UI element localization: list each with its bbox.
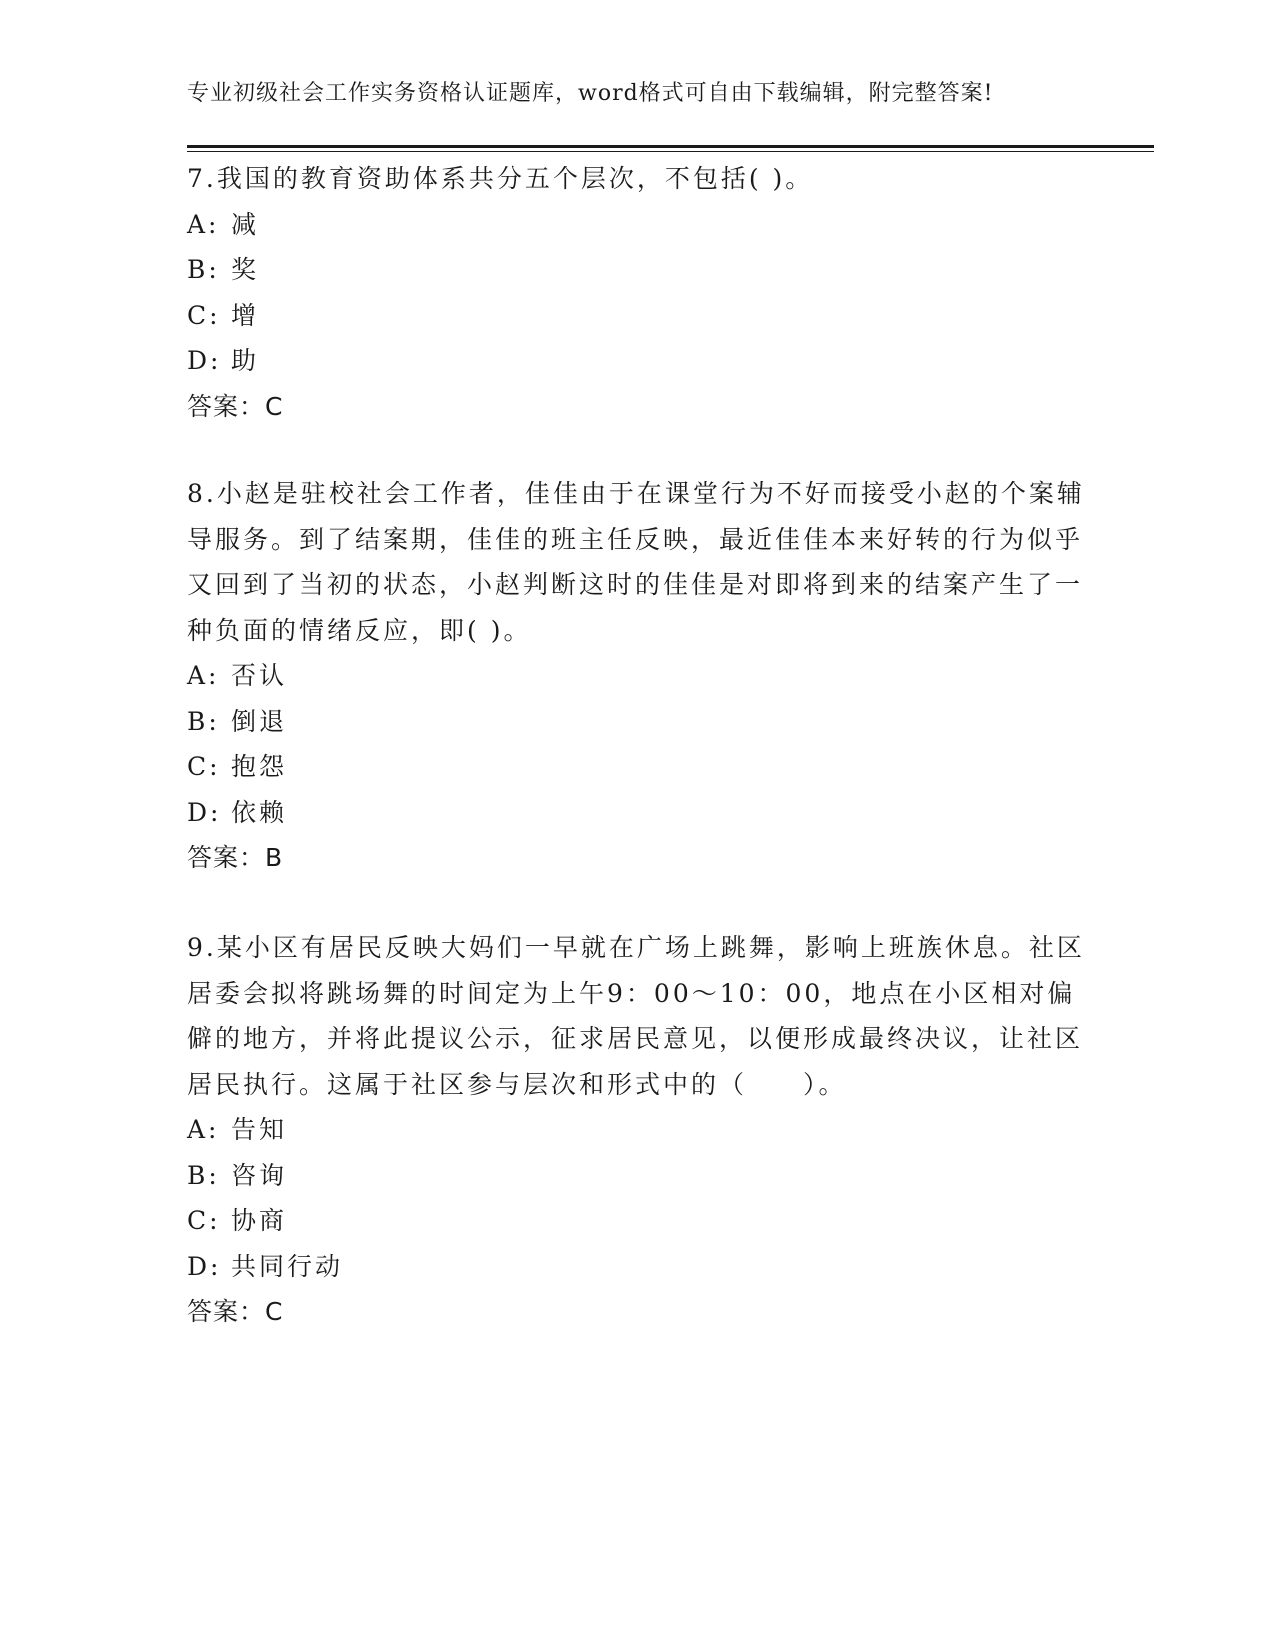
option-text: 咨询: [231, 1160, 288, 1190]
option-letter: C:: [187, 300, 221, 330]
option-c: [187, 1198, 1087, 1244]
option-letter: D:: [187, 797, 222, 827]
header-rule-thin: [187, 151, 1154, 152]
header-rule-thick: [187, 145, 1154, 148]
question-text: 9.某小区有居民反映大妈们一早就在广场上跳舞，影响上班族休息。社区居委会拟将跳场舞的时间定为上午9：00～10：00，地点在小区相对偏僻的地方，并将此提议公示，征求居民意见，以便形成最终决议，让社区居民执行。这属于社区参与层次和形式中的（ ）。: [187, 933, 1085, 1099]
option-b: [187, 699, 1087, 745]
option-letter: D:: [187, 346, 222, 375]
option-text: 倒退: [231, 706, 288, 736]
option-a: [187, 202, 1087, 248]
option-c: [187, 744, 1087, 790]
option-letter: B:: [187, 255, 220, 284]
question-7: [187, 156, 1087, 429]
option-letter: A:: [187, 209, 220, 239]
option-text: 抱怨: [231, 752, 288, 781]
document-header: 专业初级社会工作实务资格认证题库，word格式可自由下载编辑，附完整答案!: [187, 81, 994, 106]
option-letter: B:: [187, 1160, 220, 1190]
option-a: [187, 1107, 1087, 1153]
answer: 答案：C: [187, 1297, 284, 1326]
question-8: [187, 471, 1087, 881]
option-d: [187, 790, 1087, 836]
option-text: 奖: [231, 255, 260, 284]
option-text: 增: [231, 300, 260, 330]
option-text: 协商: [231, 1206, 288, 1235]
option-text: 助: [231, 346, 260, 375]
option-letter: D:: [187, 1251, 222, 1281]
option-text: 共同行动: [231, 1251, 344, 1281]
question-9: [187, 925, 1087, 1335]
answer: 答案：C: [187, 391, 284, 421]
option-d: [187, 1244, 1087, 1290]
option-letter: B:: [187, 706, 220, 736]
option-b: [187, 1153, 1087, 1199]
option-a: [187, 653, 1087, 699]
option-text: 减: [231, 209, 260, 239]
option-letter: C:: [187, 1206, 221, 1235]
option-text: 否认: [231, 661, 288, 690]
option-text: 依赖: [231, 797, 288, 827]
option-text: 告知: [231, 1115, 288, 1144]
option-letter: C:: [187, 752, 221, 781]
question-text: 7.我国的教育资助体系共分五个层次，不包括( )。: [187, 164, 814, 193]
option-letter: A:: [187, 661, 220, 690]
question-text: 8.小赵是驻校社会工作者，佳佳由于在课堂行为不好而接受小赵的个案辅导服务。到了结案期，佳佳的班主任反映，最近佳佳本来好转的行为似乎又回到了当初的状态，小赵判断这时的佳佳是对即将到来的结案产生了一种负面的情绪反应，即( )。: [187, 479, 1085, 645]
option-b: [187, 247, 1087, 293]
option-d: [187, 338, 1087, 384]
option-c: [187, 293, 1087, 339]
option-letter: A:: [187, 1115, 220, 1144]
answer: 答案：B: [187, 843, 284, 872]
